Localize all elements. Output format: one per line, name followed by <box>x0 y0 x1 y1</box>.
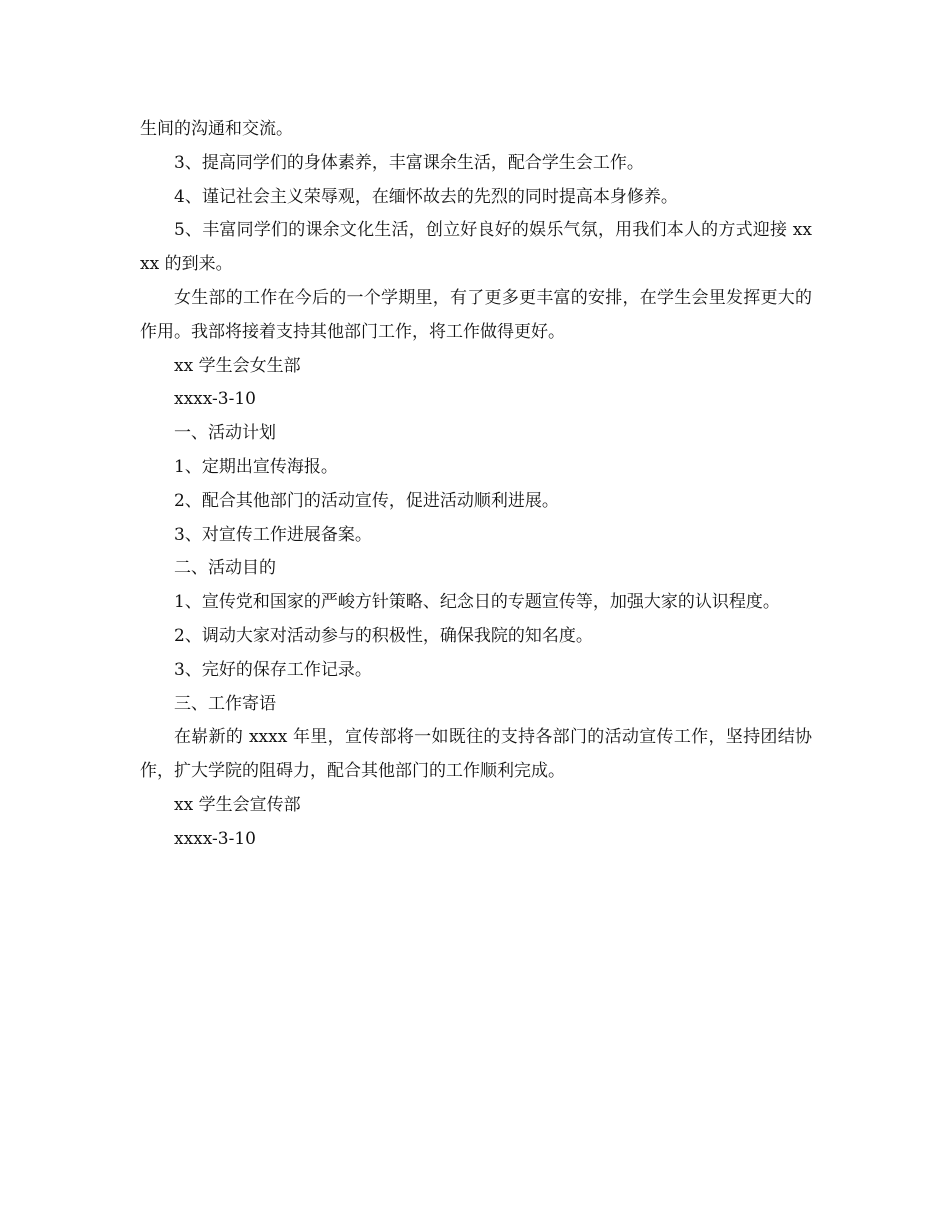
paragraph-item-3-physical: 3、提高同学们的身体素养，丰富课余生活，配合学生会工作。 <box>174 152 644 173</box>
paragraph-continuation: 生间的沟通和交流。 <box>140 119 293 139</box>
date-publicity-dept: xxxx-3-10 <box>174 828 256 849</box>
paragraph-item-5-culture: 5、丰富同学们的课余文化生活，创立好良好的娱乐气氛，用我们本人的方式迎接 xxxx 的到来。 <box>140 220 812 275</box>
paragraph-summary-womens-dept: 女生部的工作在今后的一个学期里，有了更多更丰富的安排，在学生会里发挥更大的作用。我部将接着支持其他部门工作，将工作做得更好。 <box>140 287 812 342</box>
heading-activity-goal: 二、活动目的 <box>174 558 276 579</box>
heading-activity-plan: 一、活动计划 <box>174 423 276 444</box>
heading-work-message: 三、工作寄语 <box>174 693 276 714</box>
plan-item-2: 2、配合其他部门的活动宣传，促进活动顺利进展。 <box>174 490 559 511</box>
date-womens-dept: xxxx-3-10 <box>174 389 256 410</box>
goal-item-3: 3、完好的保存工作记录。 <box>174 659 372 680</box>
goal-item-2: 2、调动大家对活动参与的积极性，确保我院的知名度。 <box>174 625 593 646</box>
paragraph-work-message: 在崭新的 xxxx 年里，宣传部将一如既往的支持各部门的活动宣传工作，坚持团结协作，扩大学院的阻碍力，配合其他部门的工作顺利完成。 <box>140 727 812 782</box>
goal-item-1: 1、宣传党和国家的严峻方针策略、纪念日的专题宣传等，加强大家的认识程度。 <box>174 592 780 613</box>
paragraph-item-4-values: 4、谨记社会主义荣辱观，在缅怀故去的先烈的同时提高本身修养。 <box>174 186 678 207</box>
signature-womens-dept: xx 学生会女生部 <box>174 355 301 376</box>
signature-publicity-dept: xx 学生会宣传部 <box>174 794 301 815</box>
document-body <box>140 113 812 857</box>
plan-item-1: 1、定期出宣传海报。 <box>174 456 338 477</box>
plan-item-3: 3、对宣传工作进展备案。 <box>174 524 372 545</box>
